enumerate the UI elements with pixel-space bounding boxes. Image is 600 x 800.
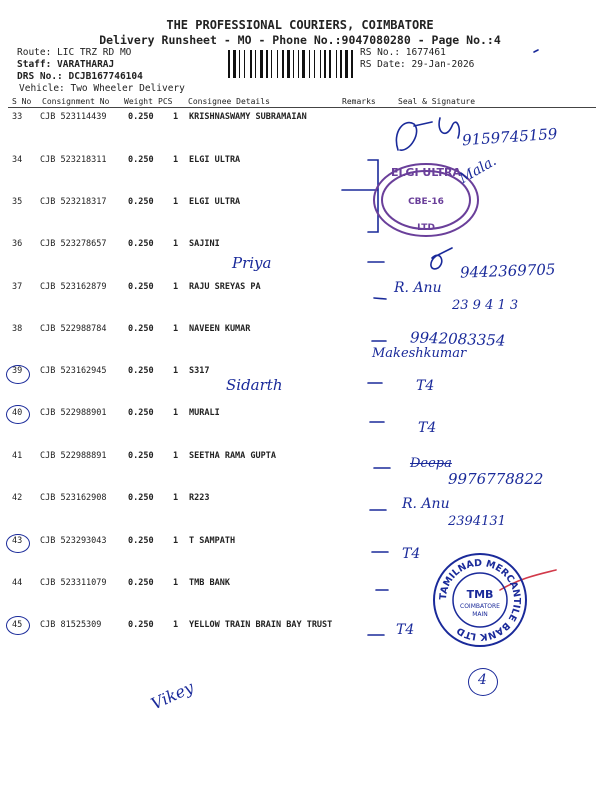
row-consignment: CJB 523278657 [40,239,107,249]
handwritten-signature: Vikey [148,677,197,714]
row-weight: 0.250 [128,324,154,334]
row-weight: 0.250 [128,536,154,546]
row-consignment: CJB 522988784 [40,324,107,334]
row-consignee: ELGI ULTRA [189,197,241,207]
row-consignee: ELGI ULTRA [189,155,241,165]
row-sno: 34 [12,155,23,165]
handwritten-page-mark: 4 [478,672,487,688]
tmb-bank-stamp [430,550,530,650]
row-weight: 0.250 [128,239,154,249]
row-pcs: 1 [173,493,179,503]
col-weight: Weight [124,97,153,106]
svg-text:TMB: TMB [466,588,494,601]
row-weight: 0.250 [128,112,154,122]
handwritten-mark: T4 [416,378,435,394]
row-sno: 33 [12,112,23,122]
drs-number: DRS No.: DCJB167746104 [17,71,143,82]
row-pcs: 1 [173,578,179,588]
row-consignee: S317 [189,366,210,376]
row-consignment: CJB 523293043 [40,536,107,546]
row-consignment: CJB 522988901 [40,408,107,418]
row-sno: 37 [12,282,23,292]
row-weight: 0.250 [128,282,154,292]
col-remarks: Remarks [342,97,376,106]
col-sno: S No [12,97,32,106]
row-pcs: 1 [173,282,179,292]
row-pcs: 1 [173,324,179,334]
document-subtitle: Delivery Runsheet - MO - Phone No.:9047080280 - Page No.:4 [99,33,501,47]
rs-date: RS Date: 29-Jan-2026 [360,59,475,70]
handwritten-phone: 9942083354 [409,328,506,350]
handwritten-name: Makeshkumar [372,346,467,361]
row-sno: 40 [12,408,23,418]
row-pcs: 1 [173,112,179,122]
row-sno: 35 [12,197,23,207]
row-sno: 42 [12,493,23,503]
row-consignee: SEETHA RAMA GUPTA [189,451,276,461]
row-sno: 45 [12,620,23,630]
handwritten-phone: 9159745159 [461,124,558,150]
svg-text:TAMILNAD MERCANTILE BANK LTD: TAMILNAD MERCANTILE BANK LTD [437,557,523,643]
svg-text:CBE-16: CBE-16 [408,197,444,207]
handwritten-receiver: R. Anu [394,280,442,296]
row-consignment: CJB 81525309 [40,620,102,630]
row-weight: 0.250 [128,451,154,461]
row-consignee: T SAMPATH [189,536,236,546]
row-weight: 0.250 [128,578,154,588]
row-sno: 41 [12,451,23,461]
row-pcs: 1 [173,620,179,630]
row-pcs: 1 [173,408,179,418]
row-consignment: CJB 523311079 [40,578,107,588]
svg-text:ELGI ULTRA: ELGI ULTRA [390,166,462,179]
handwritten-phone: 9442369705 [459,260,556,282]
row-consignment: CJB 522988891 [40,451,107,461]
row-weight: 0.250 [128,197,154,207]
handwritten-struck-name: Deepa [410,456,452,471]
route-label: Route: LIC TRZ RD MO [17,47,132,58]
row-consignee: R223 [189,493,210,503]
row-sno: 38 [12,324,23,334]
vehicle-label: Vehicle: Two Wheeler Delivery [19,83,185,94]
row-weight: 0.250 [128,366,154,376]
col-seal-signature: Seal & Signature [398,97,476,106]
document-title: THE PROFESSIONAL COURIERS, COIMBATORE [166,18,434,32]
row-weight: 0.250 [128,493,154,503]
handwritten-date: 23 9 4 1 3 [452,298,519,313]
staff-label: Staff: VARATHARAJ [17,59,115,70]
row-pcs: 1 [173,451,179,461]
handwritten-mark: T4 [402,546,421,562]
row-consignment: CJB 523162879 [40,282,107,292]
col-consignment: Consignment No [42,97,110,106]
handwritten-date: 2394131 [448,514,506,529]
svg-text:LTD: LTD [417,223,435,233]
col-consignee: Consignee Details [188,97,270,106]
handwritten-receiver: R. Anu [402,496,450,512]
row-consignment: CJB 523162945 [40,366,107,376]
row-pcs: 1 [173,197,179,207]
handwritten-name: Sidarth [226,376,283,394]
row-pcs: 1 [173,536,179,546]
rs-number: RS No.: 1677461 [360,47,446,58]
row-sno: 36 [12,239,23,249]
row-consignment: CJB 523114439 [40,112,107,122]
handwritten-mark: T4 [396,622,415,638]
row-consignee: RAJU SREYAS PA [189,282,261,292]
row-weight: 0.250 [128,408,154,418]
row-weight: 0.250 [128,620,154,630]
row-consignment: CJB 523218317 [40,197,107,207]
row-pcs: 1 [173,155,179,165]
row-sno: 43 [12,536,23,546]
row-consignee: TMB BANK [189,578,230,588]
row-sno: 39 [12,366,23,376]
row-consignment: CJB 523162908 [40,493,107,503]
handwritten-phone: 9976778822 [448,470,544,488]
col-pcs: PCS [158,97,173,106]
row-consignment: CJB 523218311 [40,155,107,165]
row-pcs: 1 [173,366,179,376]
row-consignee: NAVEEN KUMAR [189,324,251,334]
row-consignee: YELLOW TRAIN BRAIN BAY TRUST [189,620,333,630]
row-sno: 44 [12,578,23,588]
handwritten-name: Priya [232,254,272,272]
svg-text:COIMBATORE: COIMBATORE [460,603,500,610]
handwritten-mark: T4 [418,420,437,436]
row-consignee: KRISHNASWAMY SUBRAMAIAN [189,112,307,122]
row-consignee: MURALI [189,408,220,418]
svg-text:MAIN: MAIN [472,611,488,618]
row-pcs: 1 [173,239,179,249]
row-weight: 0.250 [128,155,154,165]
row-consignee: SAJINI [189,239,220,249]
handwritten-name: Mala. [456,153,500,187]
